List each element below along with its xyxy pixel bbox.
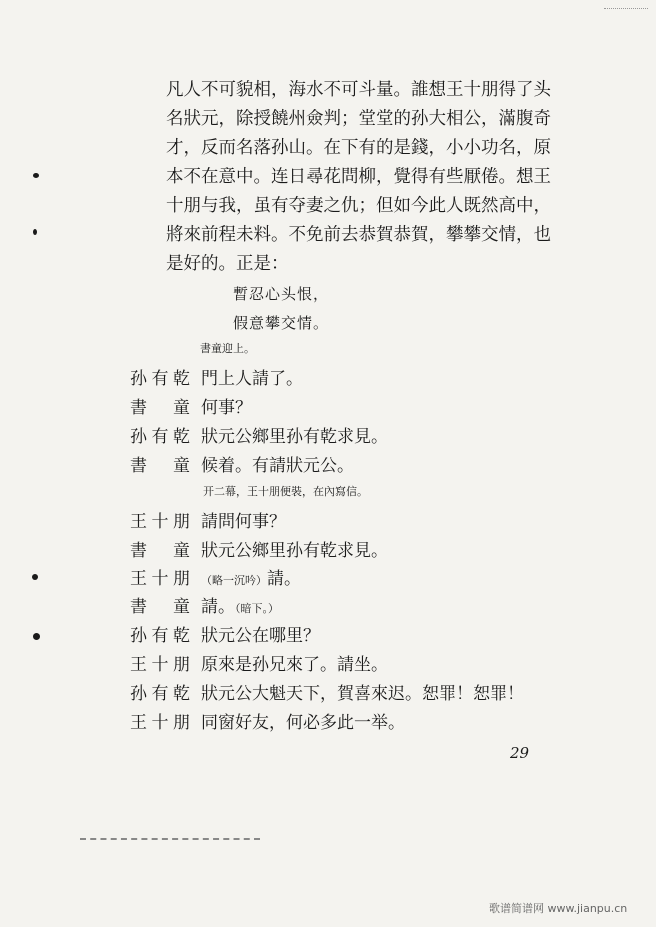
dialogue-line: 門上人請了。 (201, 369, 303, 389)
speaker-name: 書童 (130, 597, 190, 617)
dialogue-row (130, 508, 550, 536)
margin-mark (33, 633, 40, 640)
dialogue-line: 請。（暗下。） (201, 597, 279, 617)
speaker-name: 孙有乾 (130, 626, 190, 646)
margin-mark (33, 229, 37, 235)
dialogue-line: 請問何事？ (201, 512, 286, 532)
aside-note: （暗下。） (235, 602, 279, 615)
paragraph-line: 名狀元，除授饒州僉判；堂堂的孙大相公，滿腹奇 (166, 109, 551, 129)
speaker-name: 王十朋 (130, 655, 190, 675)
speaker-name: 書童 (130, 541, 190, 561)
dialogue-row (130, 680, 550, 708)
dialogue-row (130, 394, 550, 422)
dialogue-line: 狀元公在哪里？ (201, 626, 320, 646)
speaker-name: 王十朋 (130, 512, 190, 532)
speaker-name: 書童 (130, 456, 190, 476)
margin-mark (32, 574, 38, 580)
dialogue-row (130, 452, 550, 480)
stage-direction: 書童迎上。 (200, 342, 255, 355)
paragraph-line: 凡人不可貌相，海水不可斗量。誰想王十朋得了头 (166, 80, 551, 100)
dialogue-row (130, 537, 550, 565)
corner-mark (604, 8, 648, 13)
paragraph-line: 是好的。正是： (166, 254, 289, 274)
aside-note: （略一沉吟） (201, 574, 267, 587)
verse-line: 暫忍心头恨， (233, 285, 330, 303)
speaker-name: 孙有乾 (130, 369, 190, 389)
paragraph-line: 才，反而名落孙山。在下有的是錢，小小功名，原 (166, 138, 551, 158)
speaker-name: 王十朋 (130, 713, 190, 733)
watermark: 歌谱简谱网 www.jianpu.cn (489, 902, 628, 915)
paragraph-line: 本不在意中。连日尋花問柳，覺得有些厭倦。想王 (166, 167, 551, 187)
margin-mark (33, 173, 39, 178)
dialogue-row (130, 622, 550, 650)
dialogue-line: 狀元公鄉里孙有乾求見。 (201, 427, 388, 447)
speaker-name: 孙有乾 (130, 684, 190, 704)
dialogue-line: 同窗好友，何必多此一举。 (201, 713, 405, 733)
paragraph-line: 十朋与我，虽有夺妻之仇；但如今此人既然高中， (166, 196, 551, 216)
paragraph-line: 將來前程未料。不免前去恭賀恭賀，攀攀交情，也 (166, 225, 551, 245)
verse-line: 假意攀交情。 (233, 314, 330, 332)
scan-artifact-line (80, 838, 260, 842)
dialogue-line: 狀元公大魁天下，賀喜來迟。恕罪！恕罪！ (201, 684, 524, 704)
dialogue-row (130, 365, 550, 393)
dialogue-row (130, 651, 550, 679)
speaker-name: 孙有乾 (130, 427, 190, 447)
dialogue-row (130, 565, 550, 593)
dialogue-line: 原來是孙兄來了。請坐。 (201, 655, 388, 675)
speaker-name: 王十朋 (130, 569, 190, 589)
dialogue-line: 候着。有請狀元公。 (201, 456, 354, 476)
page-number: 29 (510, 744, 530, 762)
dialogue-row (130, 593, 550, 621)
dialogue-line: 狀元公鄉里孙有乾求見。 (201, 541, 388, 561)
stage-direction: 开二幕，王十朋便裝，在內寫信。 (203, 485, 368, 498)
narration-paragraph (166, 76, 566, 279)
dialogue-line: （略一沉吟）請。 (201, 569, 301, 589)
speaker-name: 書童 (130, 398, 190, 418)
dialogue-row (130, 709, 550, 737)
dialogue-row (130, 423, 550, 451)
dialogue-line: 何事？ (201, 398, 252, 418)
